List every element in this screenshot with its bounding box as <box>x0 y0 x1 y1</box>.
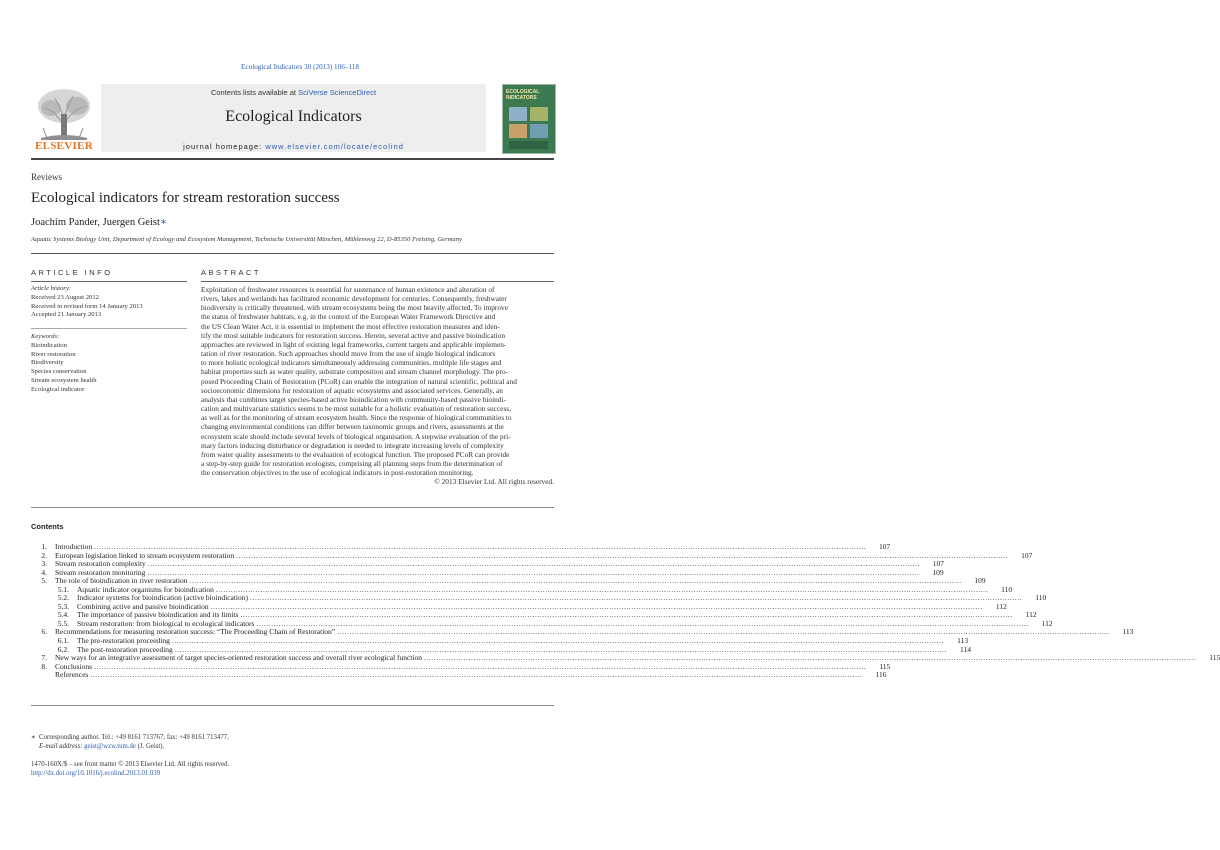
abstract-line: habitat properties such as water quality, substrate composition and stream channel morphology. The pro- <box>201 367 509 377</box>
keywords-list <box>31 333 187 395</box>
journal-reference[interactable]: Ecological Indicators 30 (2013) 106–118 <box>241 63 359 71</box>
toc-entry-title[interactable]: Recommendations for measuring restoration success: “The Proceeding Chain of Restoration” <box>55 627 336 637</box>
toc-entry-number: 5.1. <box>57 584 69 594</box>
abstract-line: approaches are reviewed in light of existing legal frameworks, current targets and applicable implemen- <box>201 339 507 349</box>
abstract-line: socioeconomic dimensions for restoration of aquatic ecosystems and associated services. Generally, an <box>201 385 503 395</box>
author-affiliation: Aquatic Systems Biology Unit, Department of Ecology and Ecosystem Management, Technische Universität München, Mühlenweg 22, D-85350 Freising, Germany <box>31 236 462 243</box>
toc-entry-title[interactable]: Combining active and passive bioindication <box>77 601 209 611</box>
email-label: E-mail address: <box>39 743 83 750</box>
abstract-line: the US Clean Water Act, it is essential to implement the most effective restoration measures and iden- <box>201 321 500 331</box>
history-received: Received 23 August 2012 <box>31 293 99 301</box>
elsevier-wordmark: ELSEVIER <box>34 140 94 152</box>
toc-entry-page[interactable]: 112 <box>1025 610 1037 620</box>
toc-entry-page[interactable]: 109 <box>932 567 944 577</box>
keyword-item: Ecological indicator <box>31 385 85 393</box>
authors-names: Joachim Pander, Juergen Geist <box>31 217 160 228</box>
title-rule <box>31 253 554 254</box>
toc-entry-page[interactable]: 113 <box>1122 627 1134 637</box>
contents-title: Contents <box>31 522 64 531</box>
abstract-line: analysis that combines target species-based active bioindication with community-based passive bioindi- <box>201 394 506 404</box>
cover-title: ECOLOGICAL INDICATORS <box>506 89 540 101</box>
abstract-line: tation of river restoration. Such approaches should move from the use of single biological indicators <box>201 349 496 359</box>
toc-entry-number: 1. <box>41 542 47 551</box>
toc-entry-title[interactable]: The pre-restoration proceeding <box>77 636 170 646</box>
journal-homepage <box>101 142 486 151</box>
toc-entry-number: 6.1. <box>57 636 69 646</box>
toc-entry-number: 5.3. <box>57 601 69 611</box>
homepage-prefix: journal homepage: <box>183 142 266 151</box>
abstract-copyright: © 2013 Elsevier Ltd. All rights reserved. <box>434 477 554 487</box>
toc-entry-title[interactable]: Aquatic indicator organisms for bioindication <box>77 584 214 594</box>
journal-cover-image <box>502 84 556 154</box>
toc-leader-dots <box>88 671 864 680</box>
footnote-email-line <box>31 742 229 751</box>
email-link[interactable]: geist@wzw.tum.de <box>84 743 136 750</box>
article-section: Reviews <box>31 172 62 182</box>
history-revised: Received in revised form 14 January 2013 <box>31 302 143 310</box>
toc-entry-page[interactable]: 112 <box>1041 618 1053 628</box>
keyword-item: Stream ecosystem health <box>31 376 97 384</box>
article-info-rule <box>31 281 187 282</box>
email-suffix: (J. Geist). <box>137 743 165 750</box>
toc-entry-title[interactable]: The post-restoration proceeding <box>77 644 173 654</box>
toc-entry-title[interactable]: The importance of passive bioindication and its limits <box>77 610 239 620</box>
abstract-line: as well as for the monitoring of stream ecosystem health. Since the response of biological communities to <box>201 413 512 423</box>
footnote-corresponding: Corresponding author. Tel.: +49 8161 713767; fax: +49 8161 713477. <box>39 734 229 741</box>
toc-entry-title[interactable]: Stream restoration: from biological to ecological indicators <box>77 618 255 628</box>
toc-entry-page[interactable]: 110 <box>1035 593 1047 603</box>
table-of-contents <box>31 542 1220 680</box>
toc-entry-page[interactable]: 116 <box>875 670 887 680</box>
abstract-line: mary factors inducing disturbance or degradation is needed to integrate increasing levels of complexity <box>201 440 504 450</box>
abstract-line: posed Proceeding Chain of Restoration (PCoR) can enable the integration of natural scientific, political and <box>201 376 517 386</box>
abstract-heading: ABSTRACT <box>201 268 262 277</box>
toc-entry-page[interactable]: 109 <box>974 576 986 586</box>
abstract-line: cation and multivariate statistics seems to be most suitable for a holistic evaluation of restoration success, <box>201 404 511 414</box>
abstract-line: the status of freshwater habitats, e.g. in the context of the European Water Framework Directive and <box>201 312 496 322</box>
issn-line: 1470-160X/$ – see front matter © 2013 Elsevier Ltd. All rights reserved. <box>31 761 230 768</box>
toc-entry-number: 6.2. <box>57 644 69 654</box>
toc-entry-title[interactable]: Indicator systems for bioindication (active bioindication) <box>77 593 248 603</box>
abstract-text <box>201 285 554 486</box>
keyword-item: Species conservation <box>31 368 87 376</box>
history-accepted: Accepted 21 January 2013 <box>31 311 102 319</box>
toc-entry-number: 3. <box>41 559 47 569</box>
abstract-line: Exploitation of freshwater resources is essential for sustenance of human existence and alteration of <box>201 285 495 294</box>
keywords-rule <box>31 328 187 329</box>
journal-title: Ecological Indicators <box>225 108 362 125</box>
abstract-rule <box>201 281 554 282</box>
toc-entry-number: 2. <box>41 550 47 560</box>
contents-prefix: Contents lists available at <box>210 88 299 97</box>
abstract-line: ecosystem scale should include several levels of biological organisation. A stepwise evaluation of the pri- <box>201 431 511 441</box>
homepage-link[interactable]: www.elsevier.com/locate/ecolind <box>265 142 404 151</box>
abstract-line: from water quality assessments to the evaluation of ecological function. The proposed PCoR can provide <box>201 449 510 459</box>
toc-entry-page[interactable]: 113 <box>957 636 969 646</box>
toc-entry-title[interactable]: Conclusions <box>55 661 93 671</box>
toc-entry-number: 5.2. <box>57 593 69 603</box>
toc-entry-number: 6. <box>41 627 47 637</box>
doi-link[interactable]: http://dx.doi.org/10.1016/j.ecolind.2013.01.039 <box>31 770 161 777</box>
toc-entry-title[interactable]: Stream restoration monitoring <box>55 567 146 577</box>
toc-entry-page[interactable]: 112 <box>995 601 1007 611</box>
abstract-line: a step-by-step guide for restoration ecologists, comprising all planning steps from the determination of <box>201 458 503 468</box>
toc-entry-page[interactable]: 115 <box>879 661 891 671</box>
abstract-end-rule <box>31 507 554 508</box>
corresponding-footnote <box>31 733 229 751</box>
keyword-item: Biodiversity <box>31 359 64 367</box>
toc-entry-number: 4. <box>41 567 47 577</box>
toc-entry-page[interactable]: 107 <box>932 559 945 569</box>
toc-entry-page[interactable]: 115 <box>1209 653 1220 663</box>
abstract-line: changing environmental conditions can differ between taxonomic groups and rivers, assessments at the <box>201 422 504 432</box>
toc-entry-page[interactable]: 107 <box>1021 550 1033 560</box>
cover-photo-collage <box>503 85 555 153</box>
keyword-item: River restoration <box>31 350 76 358</box>
article-title: Ecological indicators for stream restoration success <box>31 190 340 206</box>
toc-entry-number: 5.4. <box>57 610 69 620</box>
sciencedirect-link[interactable]: SciVerse ScienceDirect <box>298 88 377 97</box>
article-history <box>31 285 187 320</box>
toc-entry-page[interactable]: 107 <box>879 542 891 551</box>
corresponding-author-mark[interactable]: ∗ <box>159 217 167 228</box>
front-matter <box>31 760 229 778</box>
toc-entry-number: 5.5. <box>57 618 69 628</box>
article-info-heading: ARTICLE INFO <box>31 268 113 277</box>
contents-end-rule <box>31 705 554 706</box>
toc-entry-title[interactable]: Stream restoration complexity <box>55 559 146 569</box>
keywords-label: Keywords: <box>31 333 60 340</box>
toc-entry-title[interactable]: References <box>55 670 89 680</box>
footnote-corresponding-line <box>31 733 229 742</box>
abstract-line: tify the most suitable indicators for restoration success. Herein, several active and passive bioindication <box>201 330 506 340</box>
toc-entry-title[interactable]: Introduction <box>55 542 93 551</box>
article-authors <box>31 216 167 228</box>
footnote-mark: ∗ <box>31 734 36 741</box>
keyword-item: Bioindication <box>31 341 67 349</box>
toc-entry[interactable] <box>31 670 887 680</box>
toc-entry-title[interactable]: New ways for an integrative assessment of target species-oriented restoration success and overall river ecological function <box>55 653 423 663</box>
toc-entry-number: 8. <box>41 661 47 671</box>
abstract-line: the conservation objectives to the use of ecological indicators in post-restoration monitoring. <box>201 468 474 478</box>
toc-entry-title[interactable]: European legislation linked to stream ecosystem restoration <box>55 550 235 560</box>
abstract-line: rivers, lakes and wetlands has facilitated economic development for centuries. Consequently, freshwater <box>201 294 507 304</box>
abstract-line: biodiversity is critically threatened, with stream ecosystems being the most heavily affected. To improve <box>201 303 508 313</box>
toc-entry-page[interactable]: 114 <box>960 644 972 654</box>
contents-available <box>101 88 486 97</box>
abstract-line: to more holistic ecological indicators simultaneously addressing communities, multiple life stages and <box>201 358 502 368</box>
toc-entry-number: 7. <box>41 653 47 663</box>
toc-entry-title[interactable]: The role of bioindication in river restoration <box>55 576 188 586</box>
header-rule <box>31 158 554 160</box>
toc-entry-number: 5. <box>41 576 47 586</box>
toc-entry-page[interactable]: 110 <box>1001 584 1013 594</box>
history-label: Article history: <box>31 285 72 292</box>
